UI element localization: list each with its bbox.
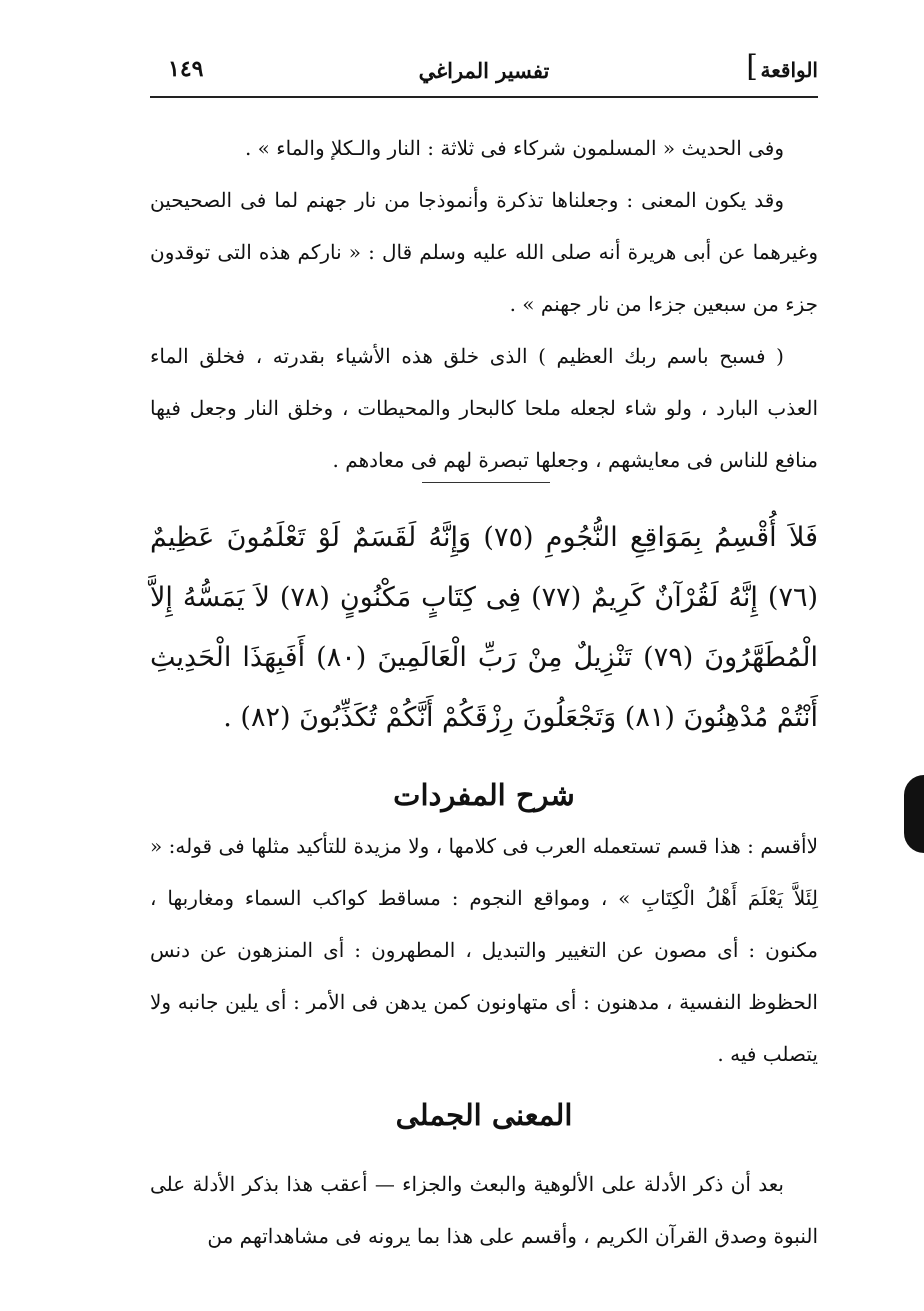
surah-name: الواقعة [760,58,818,82]
running-head [150,49,818,94]
book-title: تفسير المراغي [418,58,550,83]
quran-verses: فَلاَ أُقْسِمُ بِمَوَاقِعِ النُّجُومِ (٧٥) وَإِنَّهُ لَقَسَمٌ لَوْ تَعْلَمُونَ عَظِيمٌ (٧٦) إِنَّهُ لَقُرْآنٌ كَرِيمٌ (٧٧) فِى كِتَابٍ مَكْنُونٍ (٧٨) لاَ يَمَسُّهُ إِلاَّ الْمُطَهَّرُونَ (٧٩) تَنْزِيلٌ مِنْ رَبِّ الْعَالَمِينَ (٨٠) أَفَبِهَذَا الْحَدِيثِ أَنْتُمْ مُدْهِنُونَ (٨١) وَتَجْعَلُونَ رِزْقَكُمْ أَنَّكُمْ تُكَذِّبُونَ (٨٢) . [150,522,819,733]
general-meaning-paragraph: بعد أن ذكر الأدلة على الألوهية والبعث والجزاء — أعقب هذا بذكر الأدلة على النبوة وصدق القرآن الكريم ، وأقسم على هذا بما يرونه فى مشاهداتهم من [150,1172,818,1248]
header-rule [150,96,818,98]
general-meaning-section [150,1158,818,1262]
paragraph-glorify: ( فسبح باسم ربك العظيم ) الذى خلق هذه الأشياء بقدرته ، فخلق الماء العذب البارد ، ولو شاء لجعله ملحا كالبحار والمحيطات ، وخلق النار وجعل فيها منافع للناس فى معايشهم ، وجعلها تبصرة لهم فى معادهم . [150,344,819,472]
vocabulary-section [150,820,818,1080]
header-bracket: ] [746,49,758,84]
paragraph-meaning: وقد يكون المعنى : وجعلناها تذكرة وأنموذجا من نار جهنم لما فى الصحيحين وغيرهما عن أبى هريرة أنه صلى الله عليه وسلم قال : « ناركم هذه التى توقدون جزء من سبعين جزءا من نار جهنم » . [150,188,818,316]
section-separator [422,482,550,483]
heading-general-meaning: المعنى الجملى [395,1098,573,1132]
heading-vocabulary: شرح المفردات [393,778,575,812]
vocabulary-paragraph: لاأقسم : هذا قسم تستعمله العرب فى كلامها ، ولا مزيدة للتأكيد مثلها فى قوله: « لِئَلاَّ يَعْلَمَ أَهْلُ الْكِتَابِ » ، ومواقع النجوم : مساقط كواكب السماء ومغاربها ، مكنون : أى مصون عن التغيير والتبديل ، المطهرون : أى المنزهون عن دنس الحظوظ النفسية ، مدهنون : أى متهاونون كمن يدهن فى الأمر : أى يلين جانبه ولا يتصلب فيه . [150,834,818,1066]
page-edge-mark [904,775,924,853]
page-number: ١٤٩ [168,56,204,82]
commentary-top [150,122,818,486]
paragraph-hadith: وفى الحديث « المسلمون شركاء فى ثلاثة : النار والـكلإ والماء » . [244,136,784,160]
